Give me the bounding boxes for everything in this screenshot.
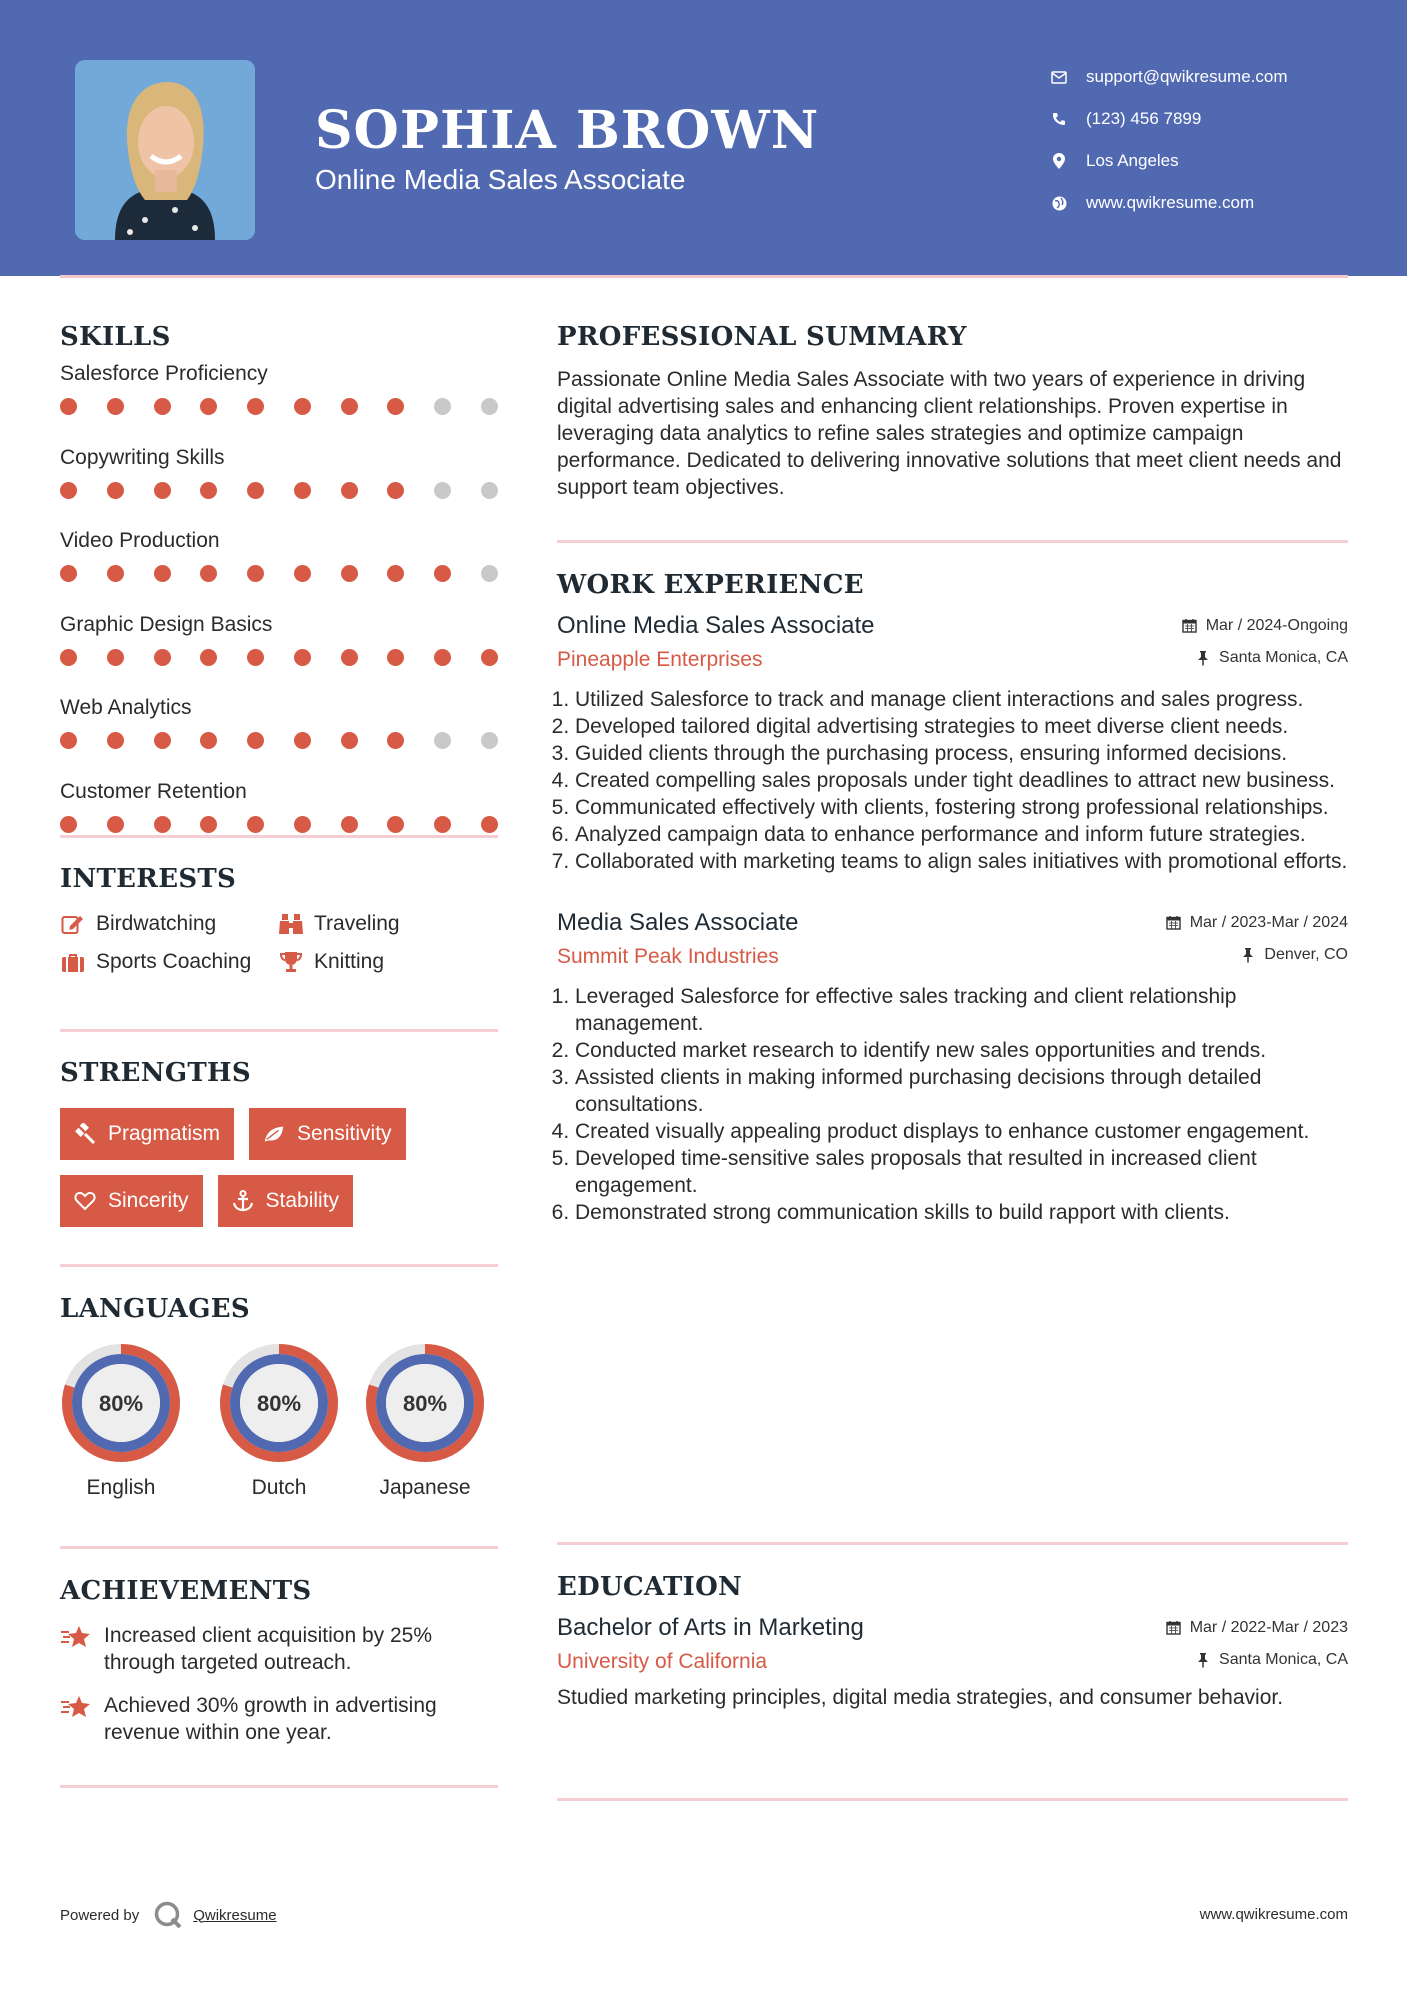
skill-rating [60, 732, 498, 749]
skill-name: Customer Retention [60, 779, 247, 803]
rating-dot-filled [60, 398, 77, 415]
rating-dot-filled [481, 649, 498, 666]
interest-label: Sports Coaching [96, 950, 252, 973]
school-name: University of California [557, 1650, 768, 1673]
skills-section [60, 322, 500, 853]
summary-text: Passionate Online Media Sales Associate with two years of experience in driving digital advertising sales and enhancing client relationships. Proven expertise in leveraging data analytics to refine sales strategies and optimize campaign performance. Dedicated to delivering innovative solutions that meet client needs and support team objectives. [557, 368, 1342, 499]
achievement-item [60, 1692, 500, 1746]
skill-name: Salesforce Proficiency [60, 362, 268, 385]
rating-dot-filled [481, 816, 498, 833]
achievements-divider [60, 1785, 498, 1788]
rating-dot-filled [154, 565, 171, 582]
rating-dot-filled [200, 565, 217, 582]
language-progress-ring [364, 1342, 486, 1464]
job-title: Online Media Sales Associate [557, 612, 875, 639]
rating-dot-filled [60, 816, 77, 833]
rating-dot-filled [294, 482, 311, 499]
rating-dot-filled [341, 565, 358, 582]
rating-dot-filled [387, 649, 404, 666]
interests-list [60, 912, 500, 974]
rating-dot-filled [387, 398, 404, 415]
interest-item [60, 950, 278, 974]
rating-dot-filled [107, 482, 124, 499]
rating-dot-filled [200, 398, 217, 415]
rating-dot-filled [387, 732, 404, 749]
education-section [557, 1572, 1348, 1711]
rating-dot-filled [387, 482, 404, 499]
rating-dot-filled [200, 816, 217, 833]
candidate-name: SOPHIA BROWN [315, 100, 820, 161]
interests-section [60, 864, 500, 974]
rating-dot-filled [60, 732, 77, 749]
list-item: 5. Developed time-sensitive sales proposals that resulted in increased client engagement. [575, 1145, 1348, 1199]
strengths-section [60, 1058, 500, 1227]
pushpin-icon [1240, 947, 1256, 963]
rating-dot-filled [247, 816, 264, 833]
list-item: 1. Leveraged Salesforce for effective sales tracking and client relationship management. [575, 983, 1348, 1037]
languages-divider [60, 1546, 498, 1549]
skill-item [60, 362, 500, 436]
strength-tag [60, 1175, 203, 1227]
list-item: 4. Created visually appealing product displays to enhance customer engagement. [575, 1118, 1348, 1145]
job-responsibilities [557, 983, 1348, 1226]
rating-dot-filled [434, 816, 451, 833]
list-item: 3. Assisted clients in making informed purchasing decisions through detailed consultations. [575, 1064, 1348, 1118]
job-responsibilities [557, 686, 1348, 875]
header-divider [60, 275, 1348, 278]
skill-rating [60, 482, 498, 499]
envelope-icon [1050, 68, 1068, 86]
job-location: Denver, CO [1240, 946, 1348, 964]
rating-dot-filled [294, 732, 311, 749]
strengths-divider [60, 1264, 498, 1267]
achievement-item [60, 1622, 500, 1676]
strength-tag [218, 1175, 354, 1227]
job-entry [557, 612, 1348, 875]
interest-item [278, 912, 478, 936]
pencil-square-icon [60, 912, 86, 936]
rating-dot-filled [107, 732, 124, 749]
language-progress-ring [218, 1342, 340, 1464]
interest-label: Knitting [314, 950, 385, 973]
rating-dot-empty [481, 732, 498, 749]
rating-dot-filled [247, 565, 264, 582]
rating-dot-filled [200, 482, 217, 499]
languages-section [60, 1294, 500, 1500]
education-dates: Mar / 2022-Mar / 2023 [1166, 1619, 1348, 1637]
contact-email[interactable] [1050, 56, 1288, 98]
rating-dot-filled [247, 398, 264, 415]
interest-label: Traveling [314, 912, 400, 935]
rating-dot-filled [434, 649, 451, 666]
skill-name: Video Production [60, 529, 220, 552]
language-progress-ring [60, 1342, 182, 1464]
rating-dot-filled [247, 732, 264, 749]
briefcase-icon [60, 950, 86, 974]
rating-dot-filled [107, 816, 124, 833]
skill-item [60, 446, 500, 520]
profile-photo [75, 60, 255, 240]
rating-dot-filled [341, 732, 358, 749]
contact-phone[interactable] [1050, 98, 1288, 140]
strengths-title: STRENGTHS [60, 1058, 251, 1088]
rating-dot-empty [481, 565, 498, 582]
list-item: 4. Created compelling sales proposals under tight deadlines to attract new business. [575, 767, 1348, 794]
rating-dot-filled [154, 649, 171, 666]
strength-tag [60, 1108, 234, 1160]
education-location: Santa Monica, CA [1195, 1651, 1348, 1669]
candidate-title: Online Media Sales Associate [315, 164, 686, 195]
strengths-list [60, 1108, 500, 1227]
achievements-title: ACHIEVEMENTS [60, 1576, 312, 1606]
rating-dot-filled [247, 482, 264, 499]
rating-dot-filled [294, 565, 311, 582]
company-name: Summit Peak Industries [557, 945, 779, 968]
leaf-icon [263, 1123, 285, 1145]
location-pin-icon [1050, 152, 1068, 170]
powered-by-text: Powered by [60, 1906, 140, 1924]
rating-dot-filled [107, 565, 124, 582]
rating-dot-filled [294, 816, 311, 833]
pushpin-icon [1195, 650, 1211, 666]
skills-title: SKILLS [60, 322, 171, 352]
rating-dot-filled [200, 649, 217, 666]
rating-dot-filled [294, 649, 311, 666]
contact-location-text: Los Angeles [1086, 151, 1179, 170]
rating-dot-filled [154, 816, 171, 833]
rating-dot-filled [154, 398, 171, 415]
job-location: Santa Monica, CA [1195, 649, 1348, 667]
degree-name: Bachelor of Arts in Marketing [557, 1614, 864, 1641]
rating-dot-filled [341, 649, 358, 666]
contact-website-text: www.qwikresume.com [1086, 193, 1255, 212]
list-item: 2. Developed tailored digital advertising strategies to meet diverse client needs. [575, 713, 1348, 740]
rating-dot-filled [60, 565, 77, 582]
strength-label: Stability [265, 1189, 340, 1212]
trophy-icon [278, 950, 304, 974]
job-dates: Mar / 2023-Mar / 2024 [1166, 914, 1348, 932]
skill-name: Web Analytics [60, 696, 192, 719]
rating-dot-filled [107, 649, 124, 666]
heart-icon [74, 1190, 96, 1212]
languages-title: LANGUAGES [60, 1294, 250, 1324]
experience-divider [557, 1542, 1348, 1545]
list-item: 1. Utilized Salesforce to track and manage client interactions and sales progress. [575, 686, 1348, 713]
calendar-icon [1182, 618, 1198, 634]
rating-dot-filled [154, 482, 171, 499]
rating-dot-filled [341, 816, 358, 833]
rating-dot-filled [60, 649, 77, 666]
contact-phone-text: (123) 456 7899 [1086, 109, 1202, 128]
job-title: Media Sales Associate [557, 909, 799, 936]
language-item [206, 1342, 352, 1500]
calendar-icon [1166, 1620, 1182, 1636]
skill-item [60, 696, 500, 770]
education-entry [557, 1614, 1348, 1711]
anchor-icon [232, 1190, 254, 1212]
footer-url[interactable]: www.qwikresume.com [1199, 1906, 1348, 1923]
rating-dot-filled [107, 398, 124, 415]
skill-item [60, 613, 500, 687]
skill-item [60, 780, 500, 854]
summary-section [557, 322, 1348, 501]
interests-title: INTERESTS [60, 864, 237, 894]
rating-dot-filled [341, 398, 358, 415]
binoculars-icon [278, 912, 304, 936]
education-divider [557, 1798, 1348, 1801]
footer-powered-by [60, 1900, 277, 1930]
gavel-icon [74, 1123, 96, 1145]
job-entry [557, 909, 1348, 1226]
rating-dot-empty [434, 732, 451, 749]
achievements-section [60, 1576, 500, 1746]
rating-dot-filled [200, 732, 217, 749]
skills-divider [60, 835, 498, 838]
skills-list [60, 362, 500, 853]
skill-item [60, 529, 500, 603]
rating-dot-filled [294, 398, 311, 415]
language-percent: 80% [256, 1391, 302, 1416]
skill-rating [60, 649, 498, 666]
company-name: Pineapple Enterprises [557, 648, 763, 671]
education-title: EDUCATION [557, 1572, 743, 1602]
globe-icon [1050, 194, 1068, 212]
experience-section [557, 570, 1348, 1226]
calendar-icon [1166, 915, 1182, 931]
resume-header [0, 0, 1407, 276]
job-dates: Mar / 2024-Ongoing [1182, 617, 1348, 635]
language-name: English [86, 1476, 156, 1499]
languages-list [60, 1342, 500, 1500]
skill-rating [60, 565, 498, 582]
education-description: Studied marketing principles, digital media strategies, and consumer behavior. [557, 1686, 1284, 1709]
list-item: 6. Demonstrated strong communication skills to build rapport with clients. [575, 1199, 1348, 1226]
strength-tag [249, 1108, 406, 1160]
language-name: Dutch [251, 1476, 307, 1499]
qwikresume-link[interactable]: Qwikresume [193, 1906, 277, 1924]
rating-dot-filled [60, 482, 77, 499]
rating-dot-empty [434, 482, 451, 499]
skill-name: Copywriting Skills [60, 445, 225, 469]
language-percent: 80% [402, 1391, 448, 1416]
list-item: 5. Communicated effectively with clients, fostering strong professional relationships. [575, 794, 1348, 821]
rating-dot-filled [387, 816, 404, 833]
language-item [352, 1342, 498, 1500]
strength-label: Pragmatism [108, 1122, 221, 1145]
rating-dot-filled [434, 565, 451, 582]
interest-item [60, 912, 278, 936]
list-item: 2. Conducted market research to identify new sales opportunities and trends. [575, 1037, 1348, 1064]
strength-label: Sensitivity [297, 1122, 392, 1145]
rating-dot-filled [387, 565, 404, 582]
skill-rating [60, 398, 498, 415]
interest-item [278, 950, 478, 974]
interests-divider [60, 1029, 498, 1032]
language-name: Japanese [379, 1476, 471, 1499]
summary-divider [557, 540, 1348, 543]
contact-location [1050, 140, 1288, 182]
experience-title: WORK EXPERIENCE [557, 570, 864, 600]
language-item [60, 1342, 206, 1500]
summary-title: PROFESSIONAL SUMMARY [557, 322, 967, 352]
contact-list [1050, 56, 1288, 224]
rating-dot-empty [481, 398, 498, 415]
rating-dot-empty [434, 398, 451, 415]
list-item: 3. Guided clients through the purchasing process, ensuring informed decisions. [575, 740, 1348, 767]
list-item: 7. Collaborated with marketing teams to align sales initiatives with promotional efforts. [575, 848, 1348, 875]
achievement-text: Increased client acquisition by 25% through targeted outreach. [104, 1624, 433, 1674]
skill-name: Graphic Design Basics [60, 612, 273, 636]
phone-icon [1050, 110, 1068, 128]
language-percent: 80% [98, 1391, 144, 1416]
skill-rating [60, 816, 498, 833]
contact-email-text: support@qwikresume.com [1086, 67, 1288, 86]
interest-label: Birdwatching [96, 912, 217, 935]
achievement-text: Achieved 30% growth in advertising revenue within one year. [104, 1694, 437, 1744]
rating-dot-filled [247, 649, 264, 666]
strength-label: Sincerity [108, 1189, 189, 1212]
rating-dot-filled [341, 482, 358, 499]
star-award-icon [60, 1692, 94, 1746]
rating-dot-filled [154, 732, 171, 749]
pushpin-icon [1195, 1652, 1211, 1668]
rating-dot-empty [481, 482, 498, 499]
star-award-icon [60, 1622, 94, 1676]
qwikresume-logo-icon [153, 1900, 183, 1930]
list-item: 6. Analyzed campaign data to enhance performance and inform future strategies. [575, 821, 1348, 848]
contact-website[interactable] [1050, 182, 1288, 224]
